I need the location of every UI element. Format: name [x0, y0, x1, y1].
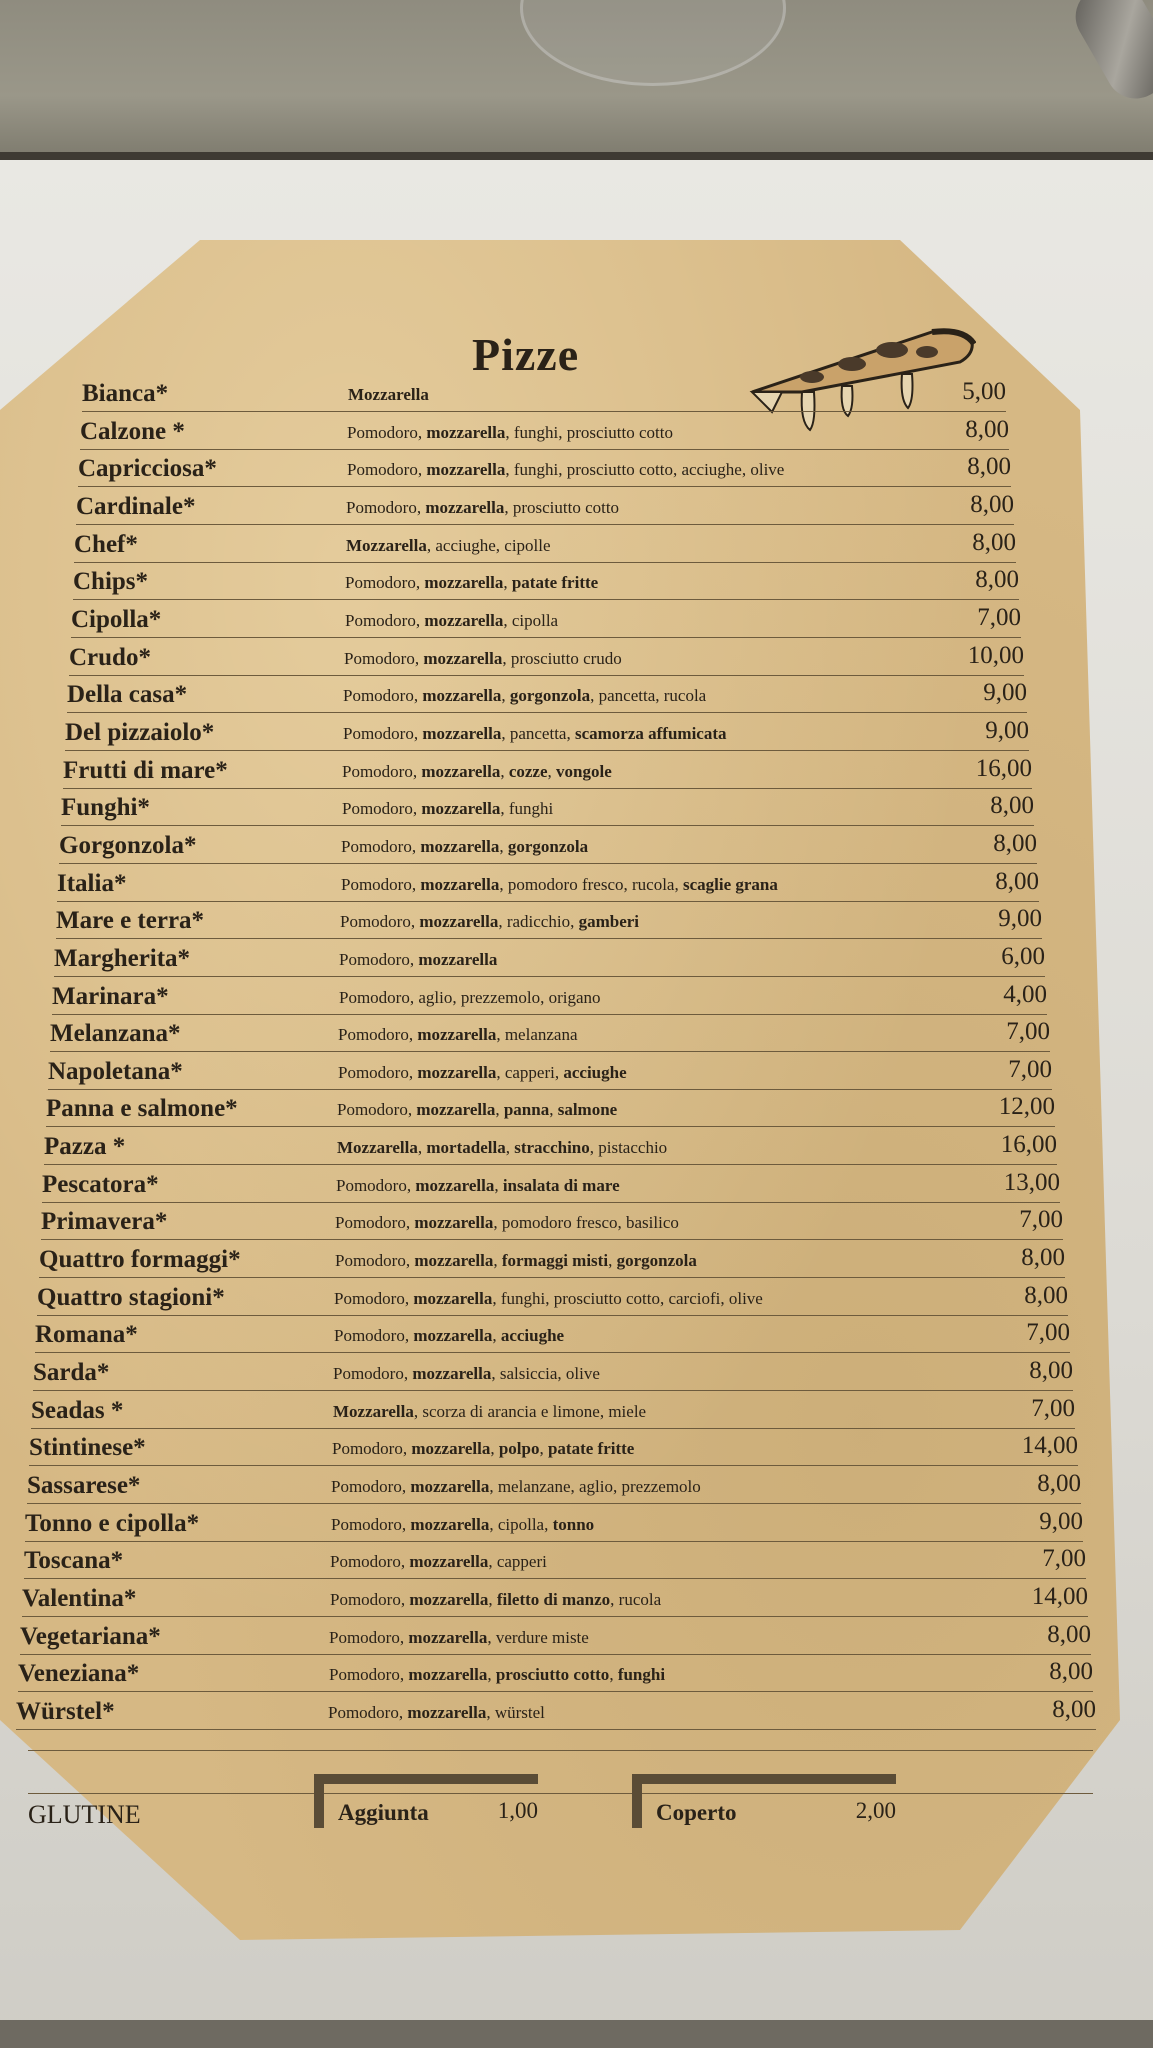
ingredient-text: Pomodoro,	[339, 950, 419, 969]
pizza-ingredients	[333, 1402, 646, 1422]
pizza-ingredients	[335, 1251, 697, 1271]
pizza-price: 8,00	[975, 566, 1019, 593]
pizza-name: Quattro stagioni*	[37, 1284, 225, 1311]
ingredient-text: mozzarella	[418, 950, 498, 969]
pizza-ingredients	[337, 1138, 667, 1158]
ingredient-text: acciughe	[563, 1063, 627, 1082]
pizza-name: Marinara*	[52, 983, 169, 1010]
pizza-ingredients	[331, 1477, 701, 1497]
ingredient-text: gorgonzola	[616, 1251, 697, 1270]
ingredient-text: panna	[503, 1100, 550, 1119]
pizza-price: 7,00	[1006, 1018, 1050, 1045]
folder-edge	[0, 152, 1153, 160]
coperto-box	[632, 1774, 896, 1828]
pizza-name: Chef*	[74, 531, 138, 558]
pizza-price: 6,00	[1001, 943, 1045, 970]
pizza-ingredients	[347, 423, 673, 443]
pizza-name: Stintinese*	[29, 1434, 146, 1461]
ingredient-text: , cipolla,	[489, 1515, 553, 1534]
pizza-name: Cardinale*	[76, 493, 196, 520]
ingredient-text: mozzarella	[417, 1025, 497, 1044]
ingredient-text: mozzarella	[412, 1364, 492, 1383]
pizza-ingredients	[330, 1590, 661, 1610]
pizza-name: Del pizzaiolo*	[65, 719, 215, 746]
ingredient-text: mozzarella	[422, 724, 502, 743]
menu-item-row	[33, 1357, 1073, 1391]
ingredient-text: Pomodoro,	[338, 1025, 418, 1044]
ingredient-text: mozzarella	[424, 573, 504, 592]
aggiunta-label: Aggiunta	[338, 1800, 429, 1825]
ingredient-text: , pomodoro fresco, rucola,	[499, 875, 683, 894]
pizza-price: 10,00	[967, 642, 1024, 669]
ingredient-text: gorgonzola	[507, 837, 589, 856]
ingredient-text: Pomodoro,	[336, 1176, 416, 1195]
pizza-price: 9,00	[983, 679, 1027, 706]
ingredient-text: insalata di mare	[502, 1176, 620, 1195]
pizza-ingredients	[344, 649, 622, 669]
menu-item-row	[74, 529, 1016, 563]
ingredient-text: ,	[417, 1138, 427, 1157]
menu-item-row	[35, 1319, 1070, 1353]
menu-item-row	[56, 905, 1042, 939]
menu-item-row	[71, 604, 1021, 638]
ingredient-text: mozzarella	[420, 875, 500, 894]
ingredient-text: Pomodoro,	[340, 912, 420, 931]
ingredient-text: patate fritte	[547, 1439, 635, 1458]
pizza-price: 12,00	[998, 1093, 1055, 1120]
pizza-ingredients	[329, 1628, 589, 1648]
pizza-ingredients	[339, 950, 497, 970]
pizza-ingredients	[335, 1213, 679, 1233]
ingredient-text: ,	[609, 1665, 618, 1684]
ingredient-text: ,	[539, 1439, 548, 1458]
pizza-name: Melanzana*	[50, 1020, 181, 1047]
pizza-name: Cipolla*	[71, 606, 162, 633]
pizza-ingredients	[331, 1515, 594, 1535]
pizza-ingredients	[328, 1703, 545, 1723]
menu-item-row	[44, 1131, 1057, 1165]
ingredient-text: mozzarella	[417, 1063, 497, 1082]
pizza-ingredients	[334, 1289, 763, 1309]
coperto-price: 2,00	[855, 1798, 896, 1823]
pizza-name: Vegetariana*	[20, 1623, 161, 1650]
ingredient-text: mozzarella	[414, 1213, 494, 1232]
menu-item-row	[52, 981, 1047, 1015]
ingredient-text: , capperi,	[496, 1063, 564, 1082]
ingredient-text: polpo	[498, 1439, 540, 1458]
ingredient-text: ,	[490, 1439, 499, 1458]
footer-divider	[28, 1793, 1093, 1794]
ingredient-text: Pomodoro,	[342, 762, 422, 781]
ingredient-text: gorgonzola	[509, 686, 591, 705]
pizza-price: 16,00	[1000, 1131, 1057, 1158]
ingredient-text: , melanzana	[496, 1025, 578, 1044]
pizza-price: 5,00	[962, 378, 1006, 405]
ingredient-text: ,	[500, 762, 509, 781]
ingredient-text: ,	[493, 1251, 502, 1270]
pizza-ingredients	[337, 1100, 617, 1120]
pizza-price: 13,00	[1003, 1169, 1060, 1196]
ingredient-text: mozzarella	[414, 1251, 494, 1270]
ingredient-text: , funghi, prosciutto cotto	[505, 423, 673, 442]
menu-item-row	[41, 1206, 1063, 1240]
pizza-name: Sassarese*	[27, 1472, 141, 1499]
ingredient-text: filetto di manzo	[496, 1590, 611, 1609]
ingredient-text: cozze	[508, 762, 548, 781]
ingredient-text: mozzarella	[413, 1326, 493, 1345]
ingredient-text: , pancetta,	[501, 724, 575, 743]
ingredient-text: ,	[547, 762, 557, 781]
ingredient-text: Pomodoro,	[332, 1439, 412, 1458]
pizza-price: 7,00	[977, 604, 1021, 631]
ingredient-text: Pomodoro,	[331, 1477, 411, 1496]
ingredient-text: formaggi misti	[501, 1251, 609, 1270]
ingredient-text: Pomodoro, aglio, prezzemolo, origano	[339, 988, 601, 1007]
pizza-name: Crudo*	[69, 644, 151, 671]
pizza-name: Capricciosa*	[78, 455, 217, 482]
ingredient-text: mozzarella	[409, 1590, 489, 1609]
pizza-price: 8,00	[967, 453, 1011, 480]
ingredient-text: , scorza di arancia e limone, miele	[413, 1402, 647, 1421]
ingredient-text: mozzarella	[423, 649, 503, 668]
menu-item-row	[65, 717, 1029, 751]
ingredient-text: mozzarella	[408, 1665, 488, 1684]
ingredient-text: acciughe	[500, 1326, 565, 1345]
pizza-price: 8,00	[993, 830, 1037, 857]
ingredient-text: , funghi, prosciutto cotto, carciofi, olive	[492, 1289, 763, 1308]
ingredient-text: mozzarella	[415, 1176, 495, 1195]
ingredient-text: Pomodoro,	[328, 1703, 408, 1722]
menu-item-row	[16, 1696, 1096, 1730]
menu-item-row	[31, 1395, 1075, 1429]
menu-item-row	[78, 453, 1011, 487]
pizza-name: Sarda*	[33, 1359, 110, 1386]
ingredient-text: ,	[549, 1100, 558, 1119]
ingredient-text: Pomodoro,	[346, 498, 426, 517]
pizza-price: 8,00	[1024, 1282, 1068, 1309]
ingredient-text: Pomodoro,	[329, 1628, 409, 1647]
ingredient-text: Pomodoro,	[344, 649, 424, 668]
pizza-name: Della casa*	[67, 681, 188, 708]
pizza-ingredients	[341, 875, 778, 895]
ingredient-text: , verdure miste	[487, 1628, 589, 1647]
menu-item-row	[76, 491, 1014, 525]
ingredient-text: Pomodoro,	[338, 1063, 418, 1082]
pizza-price: 8,00	[970, 491, 1014, 518]
menu-item-row	[61, 792, 1034, 826]
ingredient-text: , prosciutto crudo	[502, 649, 622, 668]
menu-item-row	[69, 642, 1024, 676]
pizza-name: Panna e salmone*	[46, 1095, 238, 1122]
ingredient-text: Pomodoro,	[335, 1213, 415, 1232]
menu-item-row	[39, 1244, 1065, 1278]
menu-item-row	[22, 1583, 1088, 1617]
pizza-name: Funghi*	[61, 794, 150, 821]
ingredient-text: Mozzarella	[333, 1402, 414, 1421]
pizza-name: Frutti di mare*	[63, 757, 228, 784]
ingredient-text: ,	[501, 686, 510, 705]
pizza-price: 14,00	[1031, 1583, 1088, 1610]
ingredient-text: Pomodoro,	[341, 837, 421, 856]
ingredient-text: mozzarella	[413, 1289, 493, 1308]
pizza-ingredients	[341, 837, 588, 857]
ingredient-text: , würstel	[486, 1703, 545, 1722]
aggiunta-price: 1,00	[497, 1798, 538, 1823]
ingredient-text: ,	[488, 1590, 497, 1609]
ingredient-text: Pomodoro,	[347, 460, 427, 479]
ingredient-text: mortadella	[426, 1138, 506, 1157]
pizza-name: Chips*	[73, 568, 149, 595]
pizza-price: 8,00	[1049, 1658, 1093, 1685]
pizza-name: Gorgonzola*	[59, 832, 197, 859]
menu-item-row	[27, 1470, 1081, 1504]
ingredient-text: , cipolla	[503, 611, 559, 630]
pizza-name: Würstel*	[16, 1698, 115, 1725]
ingredient-text: patate fritte	[511, 573, 599, 592]
pizza-name: Pazza *	[44, 1133, 126, 1160]
ingredient-text: Pomodoro,	[330, 1590, 410, 1609]
menu-item-row	[82, 378, 1006, 412]
pizza-ingredients	[333, 1364, 600, 1384]
ingredient-text: mozzarella	[424, 611, 504, 630]
ingredient-text: Pomodoro,	[341, 875, 421, 894]
pizza-price: 9,00	[1039, 1508, 1083, 1535]
pizza-ingredients	[342, 762, 612, 782]
ingredient-text: mozzarella	[410, 1515, 490, 1534]
pizza-price: 9,00	[998, 905, 1042, 932]
menu-item-row	[63, 755, 1032, 789]
ingredient-text: ,	[505, 1138, 515, 1157]
ingredient-text: Pomodoro,	[334, 1289, 414, 1308]
ingredient-text: , capperi	[488, 1552, 547, 1571]
ingredient-text: Pomodoro,	[329, 1665, 409, 1684]
menu-item-row	[59, 830, 1037, 864]
menu-title: Pizze	[472, 329, 580, 380]
ingredient-text: Pomodoro,	[345, 611, 425, 630]
coperto-label: Coperto	[656, 1800, 737, 1825]
ingredient-text: Pomodoro,	[337, 1100, 417, 1119]
menu-item-row	[67, 679, 1027, 713]
ingredient-text: , prosciutto cotto	[504, 498, 620, 517]
ingredient-text: vongole	[556, 762, 612, 781]
menu-item-row	[57, 868, 1039, 902]
pizza-ingredients	[329, 1665, 665, 1685]
ingredient-text: mozzarella	[411, 1439, 491, 1458]
pizza-price: 8,00	[1029, 1357, 1073, 1384]
pizza-ingredients	[339, 988, 601, 1008]
pizza-ingredients	[336, 1176, 620, 1196]
ingredient-text: , pistacchio	[589, 1138, 668, 1157]
ingredient-text: scamorza affumicata	[574, 724, 727, 743]
ingredient-text: mozzarella	[421, 799, 501, 818]
ingredient-text: Pomodoro,	[331, 1515, 411, 1534]
glutine-note: GLUTINE	[28, 1800, 141, 1829]
pizza-price: 4,00	[1003, 981, 1047, 1008]
pizza-ingredients	[345, 573, 598, 593]
menu-item-row	[54, 943, 1045, 977]
ingredient-text: mozzarella	[421, 762, 501, 781]
pizza-ingredients	[340, 912, 639, 932]
ingredient-text: ,	[495, 1100, 504, 1119]
ingredient-text: Pomodoro,	[347, 423, 427, 442]
ingredient-text: prosciutto cotto	[495, 1665, 610, 1684]
ingredient-text: , acciughe, cipolle	[426, 536, 551, 555]
pizza-price: 8,00	[972, 529, 1016, 556]
pizza-price: 7,00	[1031, 1395, 1075, 1422]
ingredient-text: mozzarella	[420, 837, 500, 856]
pizza-ingredients	[346, 536, 551, 556]
ingredient-text: , radicchio,	[498, 912, 579, 931]
ingredient-text: Mozzarella	[337, 1138, 418, 1157]
ingredient-text: , pomodoro fresco, basilico	[493, 1213, 679, 1232]
pizza-name: Napoletana*	[48, 1058, 183, 1085]
menu-item-row	[18, 1658, 1093, 1692]
pizza-price: 8,00	[965, 416, 1009, 443]
ingredient-text: , salsiccia, olive	[491, 1364, 600, 1383]
pizza-price: 8,00	[1021, 1244, 1065, 1271]
ingredient-text: ,	[503, 573, 512, 592]
ingredient-text: Pomodoro,	[330, 1552, 410, 1571]
ingredient-text: tonno	[552, 1515, 595, 1534]
ingredient-text: mozzarella	[425, 498, 505, 517]
ingredient-text: ,	[492, 1326, 501, 1345]
pizza-name: Pescatora*	[42, 1171, 159, 1198]
pizza-ingredients	[343, 724, 727, 744]
pizza-name: Tonno e cipolla*	[25, 1510, 200, 1537]
menu-item-row	[42, 1169, 1060, 1203]
pizza-name: Valentina*	[22, 1585, 137, 1612]
ingredient-text: gamberi	[578, 912, 640, 931]
pizza-price: 8,00	[990, 792, 1034, 819]
pizza-price: 7,00	[1019, 1206, 1063, 1233]
menu-item-row	[48, 1056, 1052, 1090]
pizza-name: Romana*	[35, 1321, 138, 1348]
ingredient-text: scaglie grana	[682, 875, 778, 894]
menu-item-row	[25, 1508, 1083, 1542]
pizza-price: 8,00	[1052, 1696, 1096, 1723]
pizza-price: 16,00	[975, 755, 1032, 782]
pizza-price: 7,00	[1042, 1545, 1086, 1572]
pizza-ingredients	[334, 1326, 564, 1346]
menu-item-row	[80, 416, 1009, 450]
pizza-name: Bianca*	[82, 380, 169, 407]
pizza-ingredients	[348, 385, 429, 405]
ingredient-text: , funghi, prosciutto cotto, acciughe, olive	[505, 460, 785, 479]
ingredient-text: ,	[499, 837, 508, 856]
pizza-name: Italia*	[57, 870, 127, 897]
pizza-price: 7,00	[1026, 1319, 1070, 1346]
pizza-name: Primavera*	[41, 1208, 168, 1235]
pizza-price: 9,00	[985, 717, 1029, 744]
pizza-ingredients	[342, 799, 553, 819]
ingredient-text: , melanzane, aglio, prezzemolo	[489, 1477, 701, 1496]
ingredient-text: Pomodoro,	[334, 1326, 414, 1345]
pizza-name: Margherita*	[54, 945, 191, 972]
ingredient-text: Pomodoro,	[345, 573, 425, 592]
ingredient-text: Mozzarella	[346, 536, 427, 555]
menu-item-row	[73, 566, 1019, 600]
pizza-ingredients	[347, 460, 784, 480]
ingredient-text: salmone	[557, 1100, 618, 1119]
menu-item-row	[50, 1018, 1050, 1052]
ingredient-text: mozzarella	[416, 1100, 496, 1119]
ingredient-text: mozzarella	[419, 912, 499, 931]
ingredient-text: ,	[608, 1251, 617, 1270]
ingredient-text: , funghi	[500, 799, 554, 818]
ingredient-text: funghi	[617, 1665, 666, 1684]
ingredient-text: ,	[494, 1176, 503, 1195]
ingredient-text: Pomodoro,	[343, 724, 423, 743]
pizza-ingredients	[332, 1439, 634, 1459]
menu-item-row	[24, 1545, 1086, 1579]
ingredient-text: Pomodoro,	[333, 1364, 413, 1383]
aggiunta-box	[314, 1774, 538, 1828]
ingredient-text: Pomodoro,	[335, 1251, 415, 1270]
menu-item-row	[20, 1621, 1091, 1655]
footer-divider	[28, 1750, 1093, 1751]
pizza-price: 8,00	[995, 868, 1039, 895]
pizza-name: Mare e terra*	[56, 907, 205, 934]
pizza-name: Calzone *	[80, 418, 185, 445]
pizza-price: 8,00	[1047, 1621, 1091, 1648]
ingredient-text: mozzarella	[408, 1628, 488, 1647]
pizza-ingredients	[343, 686, 706, 706]
ingredient-text: stracchino	[514, 1138, 590, 1157]
ingredient-text: mozzarella	[407, 1703, 487, 1722]
ingredient-text: ,	[487, 1665, 496, 1684]
pizza-ingredients	[338, 1063, 627, 1083]
ingredient-text: Mozzarella	[348, 385, 429, 404]
menu-item-row	[29, 1432, 1078, 1466]
ingredient-text: Pomodoro,	[342, 799, 422, 818]
pizza-name: Veneziana*	[18, 1660, 140, 1687]
table-bottom	[0, 2020, 1153, 2048]
ingredient-text: , pancetta, rucola	[590, 686, 707, 705]
pizza-price: 14,00	[1021, 1432, 1078, 1459]
pizza-name: Quattro formaggi*	[39, 1246, 241, 1273]
ingredient-text: mozzarella	[422, 686, 502, 705]
ingredient-text: mozzarella	[426, 423, 506, 442]
pizza-ingredients	[346, 498, 619, 518]
ingredient-text: Pomodoro,	[343, 686, 423, 705]
pizza-name: Toscana*	[24, 1547, 124, 1574]
ingredient-text: mozzarella	[410, 1477, 490, 1496]
menu-item-row	[37, 1282, 1068, 1316]
menu-item-row	[46, 1093, 1055, 1127]
ingredient-text: , rucola	[610, 1590, 662, 1609]
pizza-ingredients	[330, 1552, 547, 1572]
pizza-price: 7,00	[1008, 1056, 1052, 1083]
ingredient-text: mozzarella	[426, 460, 506, 479]
ingredient-text: mozzarella	[409, 1552, 489, 1571]
pizza-ingredients	[338, 1025, 578, 1045]
pizza-price: 8,00	[1037, 1470, 1081, 1497]
pizza-ingredients	[345, 611, 558, 631]
pizza-name: Seadas *	[31, 1397, 124, 1424]
